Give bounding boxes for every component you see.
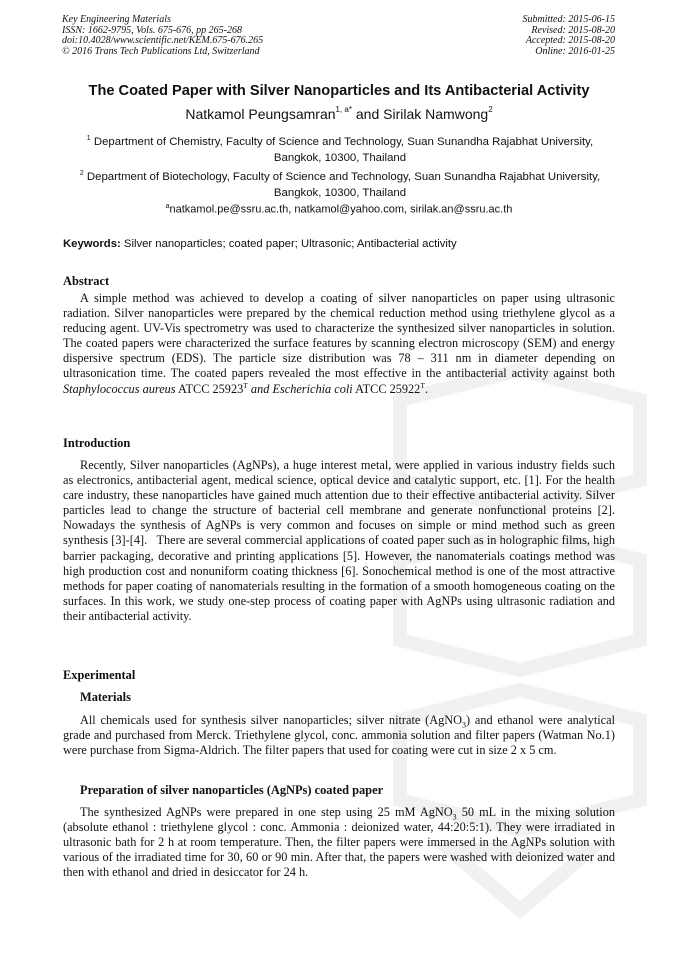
- affiliation-2-number: 2: [79, 170, 84, 177]
- journal-name: Key Engineering Materials: [62, 14, 171, 25]
- keywords: [63, 238, 615, 250]
- affiliation-1-number: 1: [86, 135, 91, 142]
- paper-title: The Coated Paper with Silver Nanoparticles and Its Antibacterial Activity: [88, 83, 590, 99]
- publication-dates: [523, 15, 616, 57]
- email-list: natkamol.pe@ssru.ac.th, natkamol@yahoo.com, sirilak.an@ssru.ac.th: [169, 203, 513, 216]
- journal-issn: ISSN: 1662-9795, Vols. 675-676, pp 265-268: [62, 24, 242, 36]
- date-online: Online: 2016-01-25: [535, 45, 615, 57]
- author-2-affiliation: 2: [488, 105, 493, 115]
- author-line: [0, 106, 678, 122]
- author-connector: and: [352, 106, 384, 122]
- materials-text: [63, 713, 615, 758]
- preparation-body-2: 50 mL in the mixing solution (absolute ethanol : triethylene glycol : conc. Ammonia : deionized water, 44:20:5:1). They were irradiated in ultrasonic bath for 2 h at room temperature. Then, the filter papers were immersed in the AgNPs solution with various of the irradiated time for 30, 60 or 90 min. After that, the papers were washed with deionized water and then with ethanol and dried in desiccator for 24 h.: [63, 805, 616, 880]
- journal-info: [62, 15, 263, 57]
- preparation-heading: Preparation of silver nanoparticles (AgNPs) coated paper: [80, 783, 384, 797]
- strain-1-type: T: [243, 380, 248, 390]
- strain-2: ATCC 25922: [352, 381, 421, 396]
- preparation-text: [63, 805, 615, 880]
- affiliation-1: [70, 131, 610, 166]
- materials-subscript: 3: [462, 720, 467, 730]
- strain-1: ATCC 25923: [175, 381, 244, 396]
- materials-body-1: All chemicals used for synthesis silver nanoparticles; silver nitrate (AgNO: [80, 713, 463, 727]
- author-1-affiliation: 1, a*: [335, 105, 352, 115]
- introduction-heading: Introduction: [63, 436, 131, 450]
- introduction-text: Recently, Silver nanoparticles (AgNPs), a huge interest metal, were applied in various industry fields such as electronics, antibacterial agent, medical science, optical device and catalytic support, etc. [1]. For the health care industry, these nanoparticles have gained much attention due to their effective antibacterial activity. Silver particles lead to change the structure of bacterial cell membrane and generate nonfunctional proteins [2]. Nowadays the synthesis of AgNPs is very common and focuses on simple or mind method such as green synthesis [3]-[4]. There are several commercial applications of coated paper such as in holographic films, high barrier packaging, decorative and printing applications [5]. However, the nanomaterials coatings method was high production cost and nonuniform coating thickness [6]. Sonochemical method is one of the most attractive methods for paper coating of nanomaterials resulting in the formation of a smooth homogeneous coating on the surfaces. In this work, we study one-step process of coating paper with AgNPs using ultrasonic radiation and their antibacterial activity.: [63, 458, 619, 623]
- species-connector: and: [247, 381, 273, 396]
- abstract-text: [63, 291, 615, 397]
- preparation-body-1: The synthesized AgNPs were prepared in one step using 25 mM AgNO: [80, 805, 453, 819]
- date-accepted: Accepted: 2015-08-20: [525, 35, 615, 46]
- abstract-heading: Abstract: [63, 274, 110, 288]
- abstract-end: .: [424, 381, 429, 396]
- materials-heading: Materials: [80, 690, 131, 704]
- keywords-text: Silver nanoparticles; coated paper; Ultrasonic; Antibacterial activity: [120, 238, 457, 250]
- affiliation-2: [70, 166, 610, 201]
- author-2: Sirilak Namwong: [383, 106, 489, 122]
- abstract-body: A simple method was achieved to develop a coating of silver nanoparticles on paper using ultrasonic radiation. Silver nanoparticles were prepared by the chemical reduction method using triethylene glycol as a reducing agent. UV-Vis spectrometry was used to characterize the synthesized silver nanoparticles in solution. The coated papers were characterized the surface features by scanning electron microscopy (SEM) and energy dispersive spectrum (EDS). The particle size distribution was 78 – 311 nm in diameter depending on ultrasonication time. The coated papers revealed the most effective in the antibacterial activity against both: [63, 291, 615, 381]
- affiliation-2-text: Department of Biotechology, Faculty of Science and Technology, Suan Sunandha Rajabhat University, Bangkok, 10300, Thailand: [83, 170, 601, 199]
- affiliation-1-text: Department of Chemistry, Faculty of Science and Technology, Suan Sunandha Rajabhat University, Bangkok, 10300, Thailand: [90, 135, 594, 164]
- keywords-label: Keywords:: [63, 238, 121, 250]
- species-1: Staphylococcus aureus: [63, 381, 176, 396]
- date-submitted: Submitted: 2015-06-15: [522, 14, 615, 25]
- strain-2-type: T: [420, 380, 425, 390]
- author-1: Natkamol Peungsamran: [185, 106, 336, 122]
- date-revised: Revised: 2015-08-20: [531, 24, 615, 36]
- journal-copyright: © 2016 Trans Tech Publications Ltd, Switzerland: [62, 45, 260, 57]
- preparation-subscript: 3: [452, 812, 457, 822]
- species-2: Escherichia coli: [272, 381, 353, 396]
- journal-doi: doi:10.4028/www.scientific.net/KEM.675-676.265: [62, 35, 264, 46]
- materials-body-2: ) and ethanol were analytical grade and purchased from Merck. Triethylene glycol, conc. ammonia solution and filter papers (Watman No.1) were purchase from Sigma-Aldrich. The filter papers that used for coating were cut in size 2 x 5 cm.: [63, 713, 615, 758]
- email-marker: a: [165, 203, 170, 210]
- experimental-heading: Experimental: [63, 668, 136, 682]
- author-emails: [0, 203, 678, 216]
